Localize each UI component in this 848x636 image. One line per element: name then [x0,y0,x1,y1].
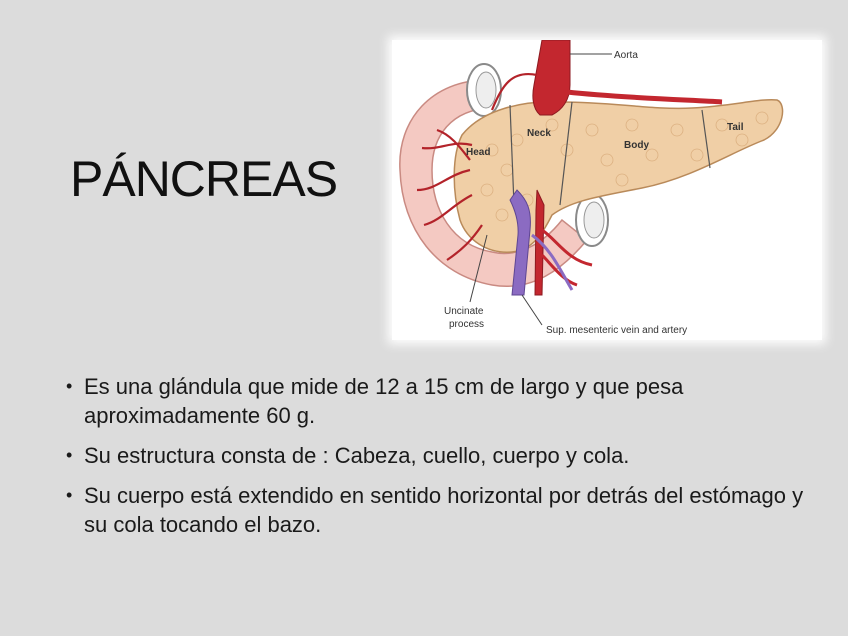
label-sup-mesenteric: Sup. mesenteric vein and artery [546,325,688,336]
bullet-text: Su cuerpo está extendido en sentido horizontal por detrás del estómago y su cola tocando el bazo. [84,483,804,537]
aorta [533,40,570,115]
label-aorta: Aorta [614,50,638,61]
bullet-item [64,441,804,470]
label-head: Head [466,147,491,158]
bullet-marker: • [66,485,73,505]
label-uncinate: Uncinate [444,306,484,317]
label-process: process [449,319,485,330]
bullet-text: Su estructura consta de : Cabeza, cuello, cuerpo y cola. [84,443,630,468]
bullet-item [64,372,804,430]
label-body: Body [624,140,649,151]
bullet-marker: • [66,445,73,465]
bullet-item [64,481,804,539]
bullet-list [64,372,804,550]
label-tail: Tail [727,122,744,133]
label-neck: Neck [527,128,551,139]
slide-title: PÁNCREAS [70,151,338,207]
pancreas-diagram [392,40,822,340]
bullet-text: Es una glándula que mide de 12 a 15 cm de largo y que pesa aproximadamente 60 g. [84,374,684,428]
bullet-marker: • [66,376,73,396]
